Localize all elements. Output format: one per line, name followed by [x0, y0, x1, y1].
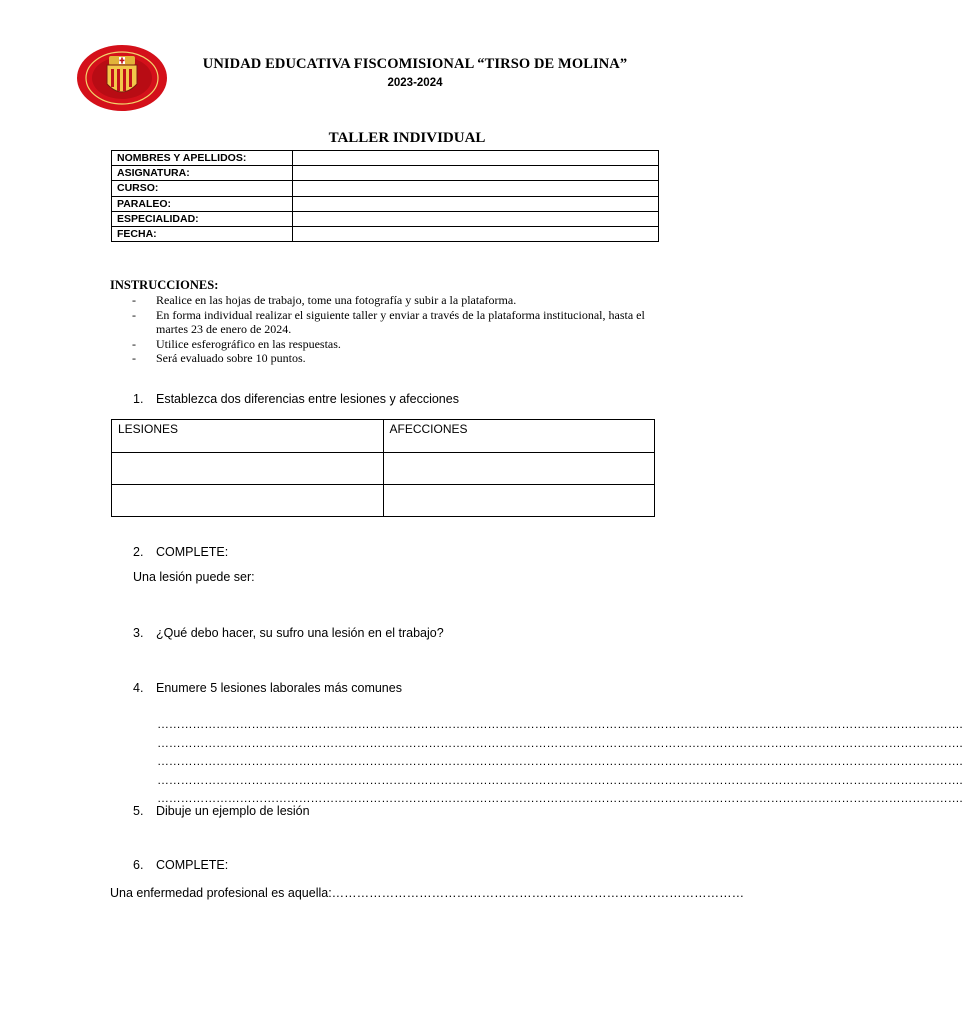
- question-number: 5.: [133, 804, 144, 818]
- question-number: 3.: [133, 626, 144, 640]
- info-label: FECHA:: [112, 226, 293, 241]
- question-text: Enumere 5 lesiones laborales más comunes: [156, 681, 402, 695]
- table-row: [112, 485, 655, 517]
- question-2-prompt: Una lesión puede ser:: [133, 570, 255, 584]
- table-row: [112, 453, 655, 485]
- info-label: ASIGNATURA:: [112, 166, 293, 181]
- list-item: - En forma individual realizar el siguiente taller y enviar a través de la plataforma institucional, hasta el martes 23 de enero de 2024.: [128, 308, 658, 337]
- question-text: COMPLETE:: [156, 858, 229, 872]
- instructions-title: INSTRUCCIONES:: [110, 278, 219, 292]
- question-number: 2.: [133, 545, 144, 559]
- info-field[interactable]: [293, 181, 659, 196]
- answer-cell[interactable]: [112, 485, 384, 517]
- info-field[interactable]: [293, 166, 659, 181]
- school-name: UNIDAD EDUCATIVA FISCOMISIONAL “TIRSO DE MOLINA”: [202, 56, 628, 72]
- instructions-list: [128, 293, 658, 366]
- document-title: TALLER INDIVIDUAL: [328, 130, 486, 146]
- question-number: 6.: [133, 858, 144, 872]
- info-label: CURSO:: [112, 181, 293, 196]
- question-text: Establezca dos diferencias entre lesiones y afecciones: [156, 392, 459, 406]
- list-item: - Realice en las hojas de trabajo, tome una fotografía y subir a la plataforma.: [128, 293, 658, 308]
- answer-cell[interactable]: [112, 453, 384, 485]
- info-field[interactable]: [293, 196, 659, 211]
- answer-cell[interactable]: [383, 485, 655, 517]
- info-label: ESPECIALIDAD:: [112, 211, 293, 226]
- column-header-afecciones: AFECCIONES: [383, 420, 655, 453]
- question-text: ¿Qué debo hacer, su sufro una lesión en el trabajo?: [156, 626, 444, 640]
- question-6-prompt: Una enfermedad profesional es aquella:………………………………………………………………………………………: [110, 886, 745, 900]
- answer-cell[interactable]: [383, 453, 655, 485]
- table-row: [112, 420, 655, 453]
- table-row: [112, 166, 659, 181]
- info-field[interactable]: [293, 211, 659, 226]
- school-year: 2023-2024: [387, 77, 443, 89]
- answer-lines: [157, 715, 963, 808]
- info-field[interactable]: [293, 226, 659, 241]
- table-row: [112, 226, 659, 241]
- question-number: 1.: [133, 392, 144, 406]
- lesiones-afecciones-table: [111, 419, 655, 517]
- table-row: [112, 211, 659, 226]
- school-seal-logo: [76, 44, 168, 112]
- dotted-answer-line[interactable]: …………………………………………………………………………………………………………………………………………………………………………………….: [157, 772, 963, 787]
- table-row: [112, 196, 659, 211]
- dotted-answer-line[interactable]: …………………………………………………………………………………………………………………………………………………………………………………….: [157, 754, 963, 768]
- student-info-table: [111, 150, 659, 242]
- list-item: - Utilice esferográfico en las respuestas.: [128, 337, 658, 352]
- question-text: COMPLETE:: [156, 545, 229, 559]
- info-field[interactable]: [293, 151, 659, 166]
- list-item: - Será evaluado sobre 10 puntos.: [128, 351, 658, 366]
- info-label: PARALEO:: [112, 196, 293, 211]
- question-number: 4.: [133, 681, 144, 695]
- info-label: NOMBRES Y APELLIDOS:: [112, 151, 293, 166]
- dotted-answer-line[interactable]: …………………………………………………………………………………………………………………………………………………………………………………….: [157, 791, 963, 805]
- dotted-answer-line[interactable]: …………………………………………………………………………………………………………………………………………………………………………………….: [157, 717, 963, 731]
- dotted-answer-line[interactable]: …………………………………………………………………………………………………………………………………………………………………………………….: [157, 735, 963, 750]
- column-header-lesiones: LESIONES: [112, 420, 384, 453]
- question-text: Dibuje un ejemplo de lesión: [156, 804, 310, 818]
- table-row: [112, 151, 659, 166]
- table-row: [112, 181, 659, 196]
